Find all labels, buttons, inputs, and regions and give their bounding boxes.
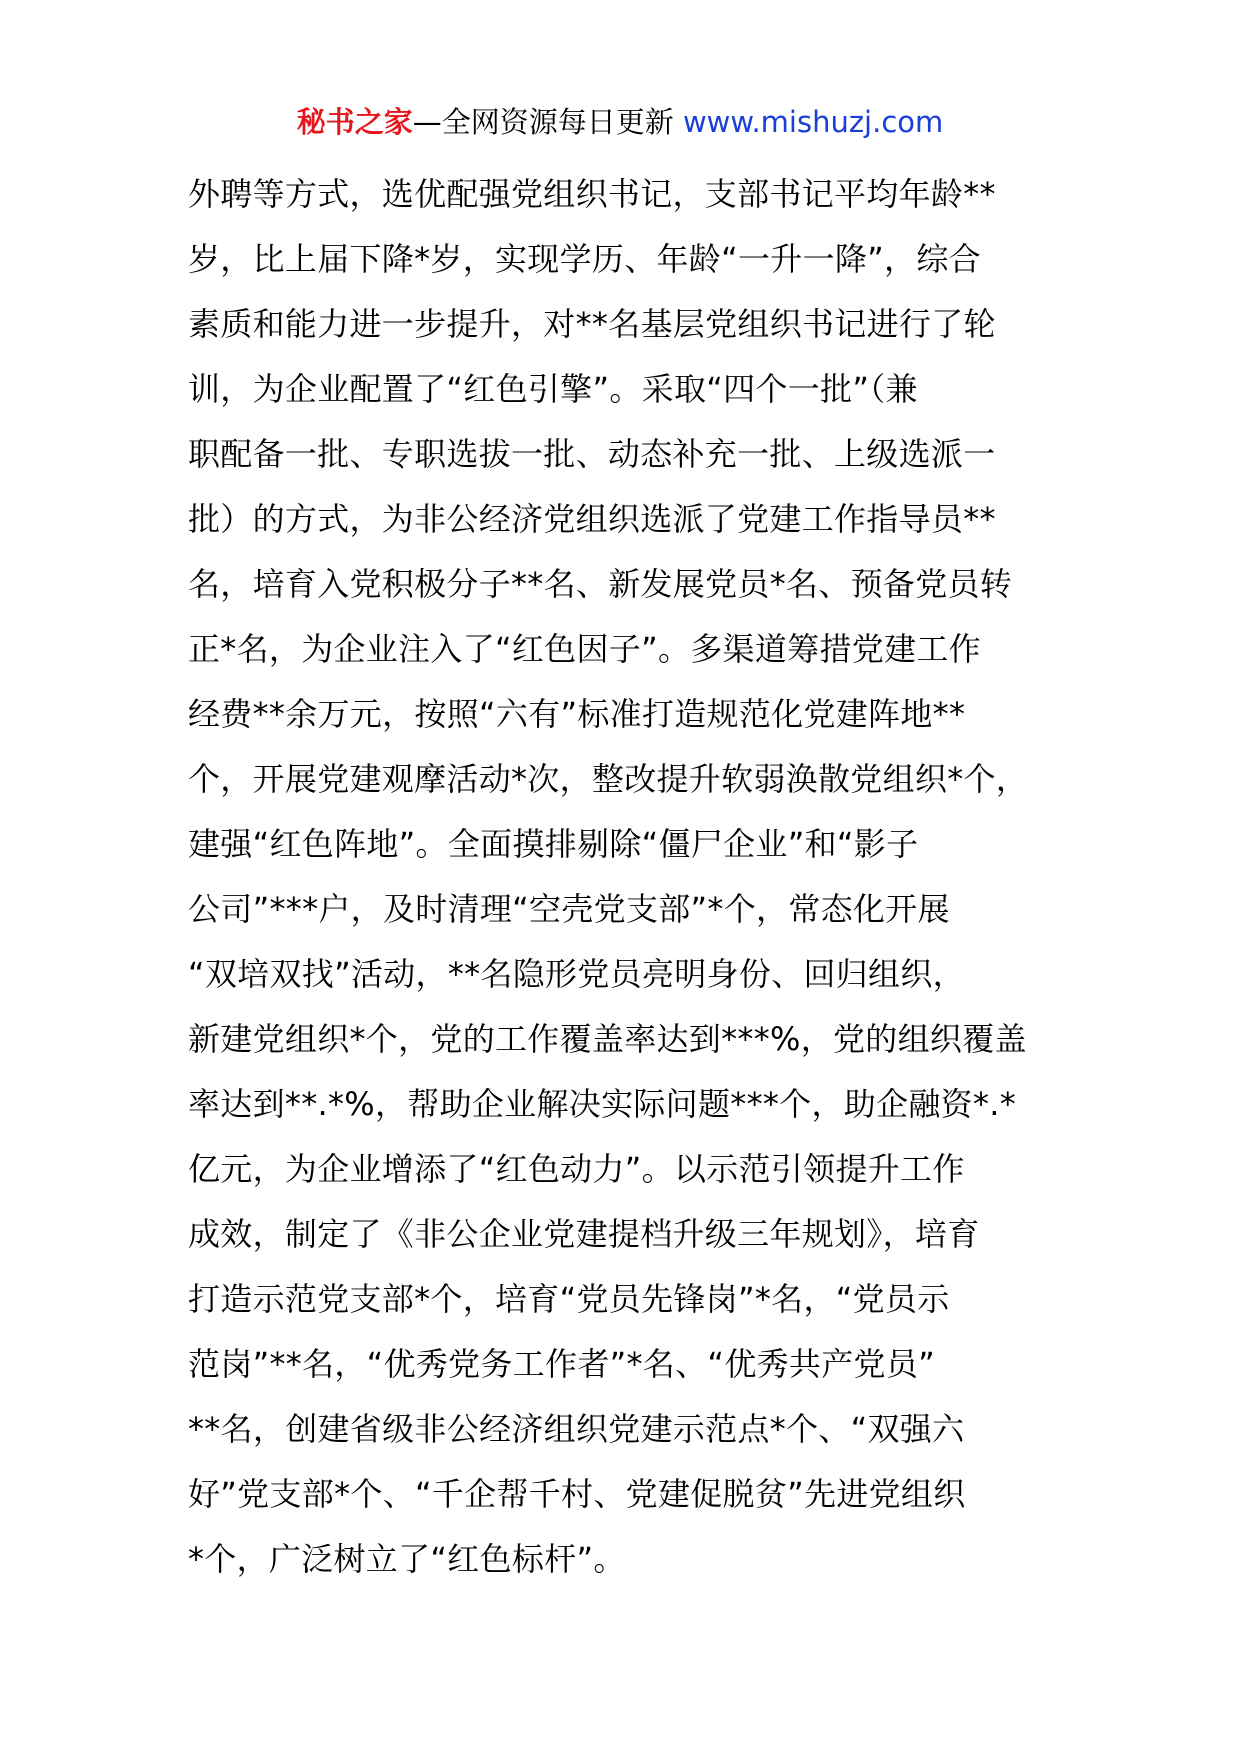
text-line: 批）的方式，为非公经济党组织选派了党建工作指导员** — [188, 500, 996, 538]
text-line: 好”党支部*个、“千企帮千村、党建促脱贫”先进党组织 — [188, 1475, 966, 1513]
text-line: 职配备一批、专职选拔一批、动态补充一批、上级选派一 — [188, 435, 996, 473]
header-tagline: —全网资源每日更新 — [412, 105, 683, 139]
text-line: 建强“红色阵地”。全面摸排剔除“僵尸企业”和“影子 — [188, 825, 919, 863]
text-line: **名，创建省级非公经济组织党建示范点*个、“双强六 — [188, 1410, 965, 1448]
text-line: 训，为企业配置了“红色引擎”。采取“四个一批”（兼 — [188, 370, 918, 408]
document-body — [188, 162, 1068, 1592]
text-line: 正*名，为企业注入了“红色因子”。多渠道筹措党建工作 — [188, 630, 981, 668]
text-line: 外聘等方式，选优配强党组织书记，支部书记平均年龄** — [188, 175, 996, 213]
text-line: 公司”***户，及时清理“空壳党支部”*个，常态化开展 — [188, 890, 950, 928]
text-line: 范岗”**名，“优秀党务工作者”*名、“优秀共产党员” — [188, 1345, 935, 1383]
text-line: “双培双找”活动，**名隐形党员亮明身份、回归组织， — [188, 955, 965, 993]
text-line: 新建党组织*个，党的工作覆盖率达到***%，党的组织覆盖 — [188, 1020, 1027, 1058]
text-line: 率达到**.*%，帮助企业解决实际问题***个，助企融资*.* — [188, 1085, 1017, 1123]
site-url-link[interactable]: www.mishuzj.com — [682, 105, 944, 139]
text-line: 名，培育入党积极分子**名、新发展党员*名、预备党员转 — [188, 565, 1013, 603]
text-line: 经费**余万元，按照“六有”标准打造规范化党建阵地** — [188, 695, 966, 733]
page-header — [0, 100, 1240, 144]
text-line: 素质和能力进一步提升，对**名基层党组织书记进行了轮 — [188, 305, 996, 343]
brand-name: 秘书之家 — [296, 105, 413, 139]
text-line: *个，广泛树立了“红色标杆”。 — [188, 1540, 626, 1578]
text-line: 岁，比上届下降*岁，实现学历、年龄“一升一降”，综合 — [188, 240, 981, 278]
text-line: 成效，制定了《非公企业党建提档升级三年规划》，培育 — [188, 1215, 980, 1253]
text-line: 个，开展党建观摩活动*次，整改提升软弱涣散党组织*个， — [188, 760, 1029, 798]
text-line: 打造示范党支部*个，培育“党员先锋岗”*名，“党员示 — [188, 1280, 950, 1318]
text-line: 亿元，为企业增添了“红色动力”。以示范引领提升工作 — [188, 1150, 965, 1188]
